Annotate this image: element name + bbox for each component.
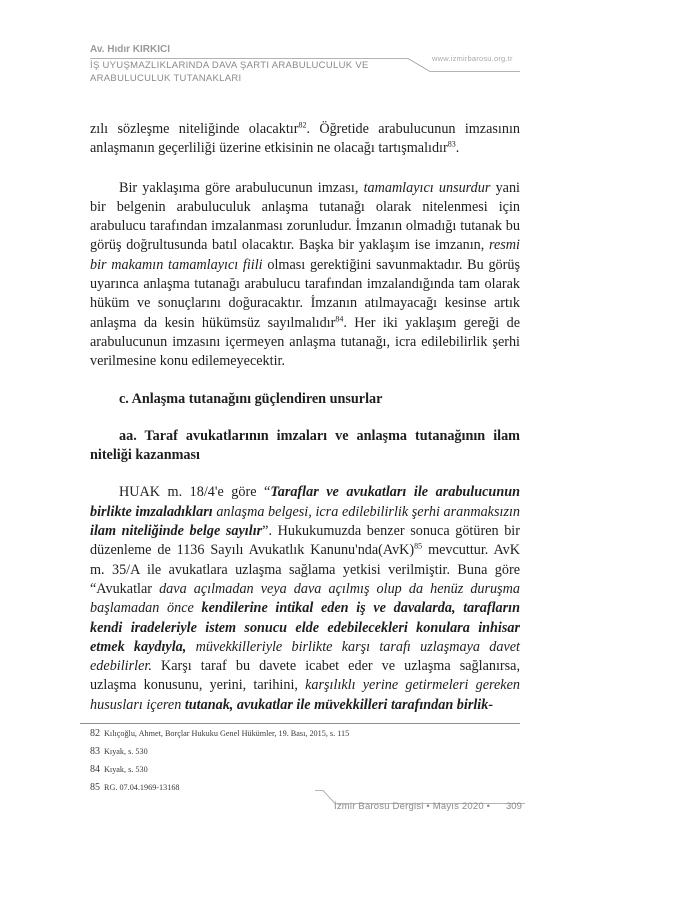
section-heading-c: c. Anlaşma tutanağını güçlendiren unsurlar bbox=[119, 390, 383, 407]
header-title-line1: İŞ UYUŞMAZLIKLARINDA DAVA ŞARTI ARABULUCULUK VE bbox=[90, 60, 369, 71]
header-title bbox=[90, 59, 390, 85]
paragraph-1: zılı sözleşme niteliğinde olacaktır$^{82}$. Öğretide arabulucunun imzasının anlaşmanın geçerliliği üzerine etkisinin ne olacağı tartışmalıdır$^{83}$. bbox=[90, 120, 520, 157]
footnote-85: 85 RG. 07.04.1969-13168 bbox=[90, 782, 180, 793]
footnote-83: 83 Kıyak, s. 530 bbox=[90, 746, 148, 757]
footnote-ref-83: 83 bbox=[447, 139, 456, 149]
footnote-82: 82 Kılıçoğlu, Ahmet, Borçlar Hukuku Genel Hükümler, 19. Bası, 2015, s. 115 bbox=[90, 728, 350, 739]
body-text bbox=[90, 120, 520, 715]
header-author: Av. Hıdır KIRKICI bbox=[90, 44, 171, 55]
footnote-separator bbox=[80, 723, 520, 724]
section-heading-aa: aa. Taraf avukatlarının imzaları ve anlaşma tutanağının ilam niteliği kazanması bbox=[90, 427, 520, 464]
footnote-84: 84 Kıyak, s. 530 bbox=[90, 764, 148, 775]
footnote-ref-85: 85 bbox=[414, 541, 423, 551]
header-website: www.izmirbarosu.org.tr bbox=[432, 54, 513, 63]
footnote-ref-82: 82 bbox=[298, 120, 307, 130]
footnotes bbox=[90, 728, 349, 800]
header-title-line2: ARABULUCULUK TUTANAKLARI bbox=[90, 73, 242, 84]
paragraph-2: Bir yaklaşıma göre arabulucunun imzası, tamamlayıcı unsurdur yani bir belgenin arabuluculuk anlaşma tutanağı olarak nitelenmesi için arabulucu tarafından imzalanması zorunludur. İmzanın olmadığı tutanak bu görüş doğrultusunda batıl olacaktır. Başka bir yaklaşım ise imzanın, resmi bir makamın tamamlayıcı fiili olması gerektiğini savunmaktadır. Bu görüş uyarınca anlaşma tutanağı arabulucu tarafından imzalandığında tam olarak hüküm ve sonuçlarını doğuracaktır. İmzanın atılmayacağı kesinse artık anlaşma da kesin hükümsüz sayılmalıdır$^{84}$. Her iki yaklaşım gereği de arabulucunun imzasını içermeyen anlaşma tutanağı, icra edilebilirlik şerhi verilmesine konu edilemeyecektir. bbox=[90, 179, 520, 370]
footer-journal: İzmir Barosu Dergisi • Mayıs 2020 • bbox=[334, 801, 491, 812]
paragraph-3: HUAK m. 18/4'e göre “Taraflar ve avukatları ile arabulucunun birlikte imzaladıkları anlaşma belgesi, icra edilebilirlik şerhi aranmaksızın ilam niteliğinde belge sayılır”. Hukukumuzda benzer sonuca götüren bir düzenleme de 1136 Sayılı Avukatlık Kanunu'nda(AvK)$^{85}$ mevcuttur. AvK m. 35/A ile avukatlara uzlaşma sağlama yetkisi verilmiştir. Buna göre “Avukatlar dava açılmadan veya dava açılmış olup da henüz duruşma başlamadan önce kendilerine intikal eden iş ve davalarda, tarafların kendi iradeleriyle istem sonucu elde edebilecekleri konulara inhisar etmek kaydıyla, müvekkilleriyle birlikte karşı tarafı uzlaşmaya davet edebilirler. Karşı taraf bu davete icabet eder ve uzlaşma sağlanırsa, uzlaşma konusunu, yerini, tarihini, karşılıklı yerine getirmeleri gereken hususları içeren tutanak, avukatlar ile müvekkilleri tarafından birlik- bbox=[90, 484, 521, 713]
footnote-ref-84: 84 bbox=[335, 313, 344, 323]
page-number: 309 bbox=[506, 801, 522, 812]
